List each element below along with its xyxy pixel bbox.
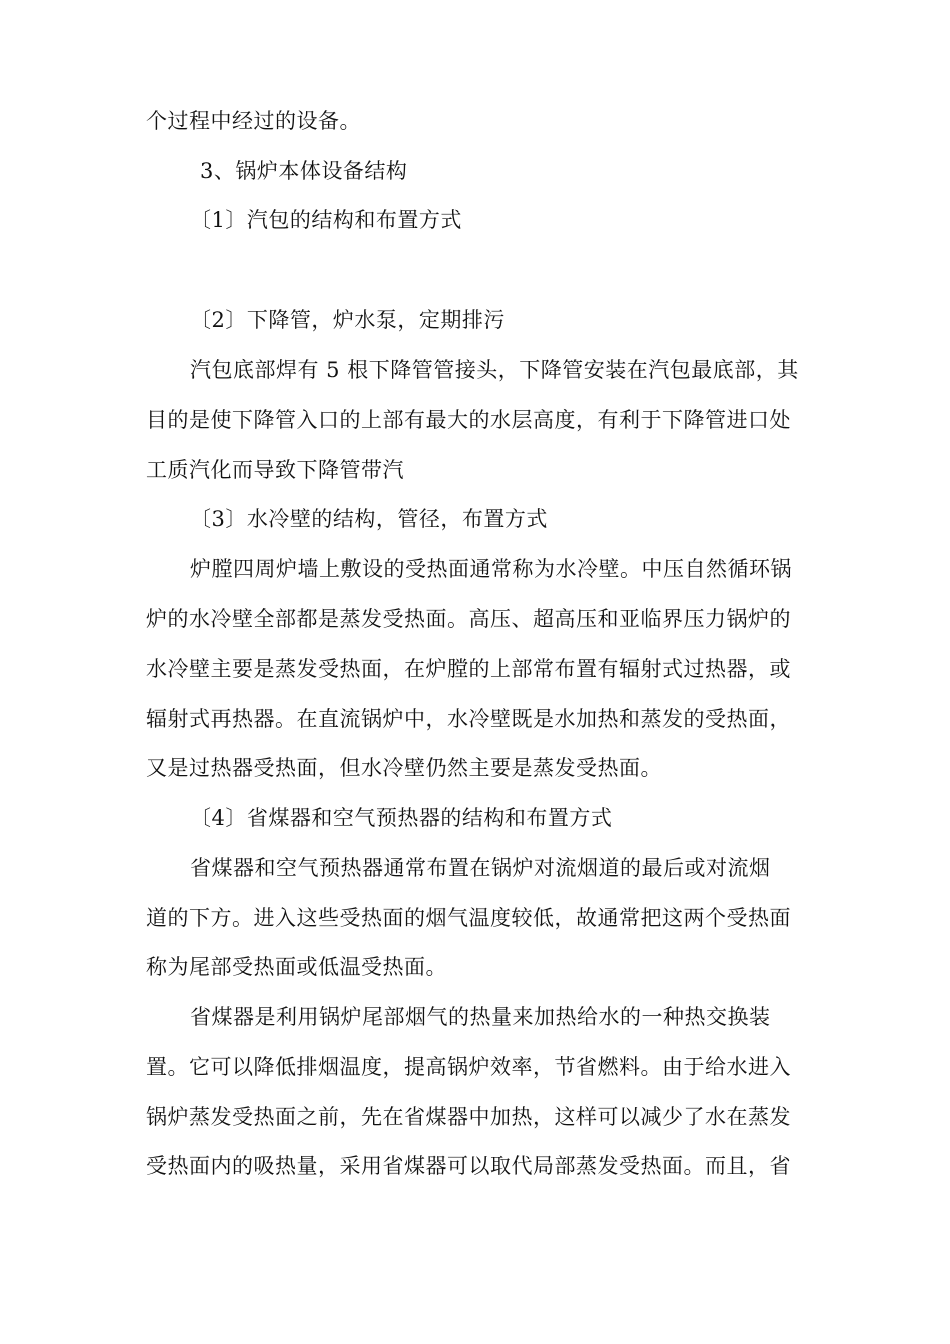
text-line: 炉的水冷壁全部都是蒸发受热面。高压、超高压和亚临界压力锅炉的 — [146, 607, 791, 631]
text-line: 炉膛四周炉墙上敷设的受热面通常称为水冷壁。中压自然循环锅 — [190, 557, 792, 581]
subsection-heading: 〔3〕水冷壁的结构，管径，布置方式 — [190, 507, 548, 531]
text-line: 省煤器是利用锅炉尾部烟气的热量来加热给水的一种热交换装 — [190, 1005, 771, 1029]
section-heading: 3、锅炉本体设备结构 — [200, 159, 408, 183]
subsection-heading: 〔2〕下降管，炉水泵，定期排污 — [190, 308, 505, 332]
text-line: 个过程中经过的设备。 — [146, 109, 361, 133]
text-line: 称为尾部受热面或低温受热面。 — [146, 955, 447, 979]
text-line: 辐射式再热器。在直流锅炉中，水冷壁既是水加热和蒸发的受热面， — [146, 707, 791, 731]
text-line: 目的是使下降管入口的上部有最大的水层高度，有利于下降管进口处 — [146, 408, 791, 432]
text-line: 又是过热器受热面，但水冷壁仍然主要是蒸发受热面。 — [146, 756, 662, 780]
text-line: 道的下方。进入这些受热面的烟气温度较低，故通常把这两个受热面 — [146, 906, 791, 930]
text-line: 锅炉蒸发受热面之前，先在省煤器中加热，这样可以减少了水在蒸发 — [146, 1105, 791, 1129]
text-line: 省煤器和空气预热器通常布置在锅炉对流烟道的最后或对流烟 — [190, 856, 771, 880]
subsection-heading: 〔4〕省煤器和空气预热器的结构和布置方式 — [190, 806, 613, 830]
text-line: 置。它可以降低排烟温度，提高锅炉效率，节省燃料。由于给水进入 — [146, 1055, 791, 1079]
text-line: 受热面内的吸热量，采用省煤器可以取代局部蒸发受热面。而且，省 — [146, 1154, 791, 1178]
text-line: 工质汽化而导致下降管带汽 — [146, 458, 404, 482]
text-line: 汽包底部焊有 5 根下降管管接头，下降管安装在汽包最底部，其 — [190, 358, 799, 382]
text-line: 水冷壁主要是蒸发受热面，在炉膛的上部常布置有辐射式过热器，或 — [146, 657, 791, 681]
subsection-heading: 〔1〕汽包的结构和布置方式 — [190, 208, 462, 232]
